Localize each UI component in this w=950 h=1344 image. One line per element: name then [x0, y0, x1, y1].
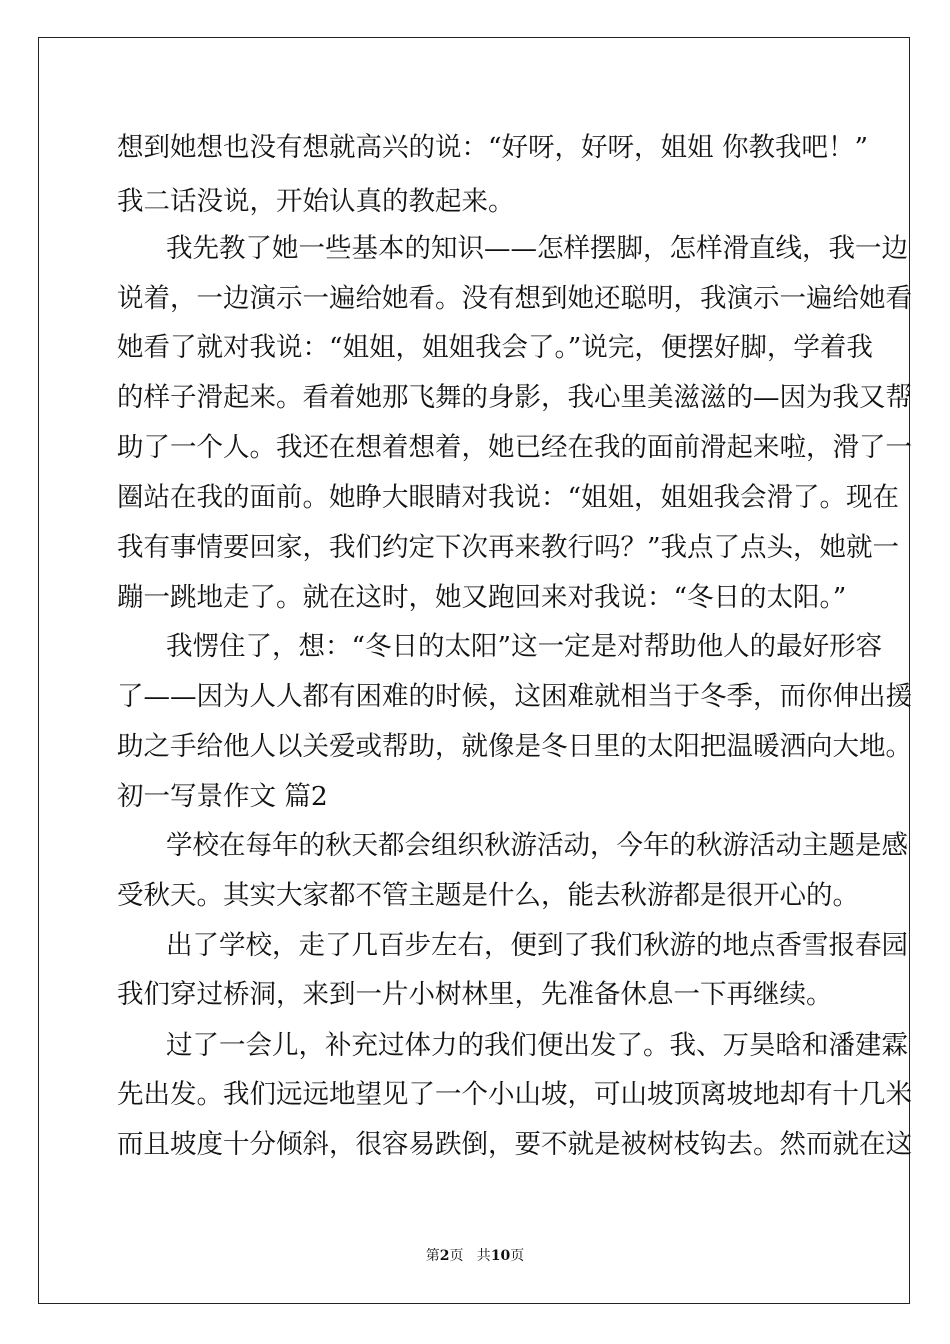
text-line: 我愣住了，想：“冬日的太阳”这一定是对帮助他人的最好形容 [166, 631, 883, 662]
text-line: 我们穿过桥洞，来到一片小树林里，先准备休息一下再继续。 [117, 979, 833, 1010]
text-line: 助了一个人。我还在想着想着，她已经在我的面前滑起来啦，滑了一 [117, 432, 912, 463]
text-line: 我有事情要回家，我们约定下次再来教行吗？”我点了点头，她就一 [117, 532, 900, 563]
text-line: 我二话没说，开始认真的教起来。 [117, 186, 515, 217]
text-line: 我先教了她一些基本的知识——怎样摆脚，怎样滑直线，我一边 [166, 233, 908, 264]
text-line: 蹦一跳地走了。就在这时，她又跑回来对我说：“冬日的太阳。” [117, 582, 847, 613]
page-total: 10 [490, 1248, 511, 1264]
text-line: 出了学校，走了几百步左右，便到了我们秋游的地点香雪报春园 [166, 930, 908, 961]
text-line: 助之手给他人以关爱或帮助，就像是冬日里的太阳把温暖洒向大地。 [117, 731, 912, 762]
text-line: 的样子滑起来。看着她那飞舞的身影，我心里美滋滋的—因为我又帮 [117, 382, 912, 413]
page-mid: 页 共 [449, 1248, 491, 1264]
text-line: 了——因为人人都有困难的时候，这困难就相当于冬季，而你伸出援 [117, 681, 912, 712]
text-line: 想到她想也没有想就高兴的说：“好呀，好呀，姐姐 你教我吧！” [117, 132, 869, 163]
text-line: 说着，一边演示一遍给她看。没有想到她还聪明，我演示一遍给她看 [117, 283, 912, 314]
page-suffix: 页 [510, 1248, 525, 1264]
page-current: 2 [439, 1248, 450, 1264]
text-line: 学校在每年的秋天都会组织秋游活动，今年的秋游活动主题是感 [166, 830, 908, 861]
text-line: 而且坡度十分倾斜，很容易跌倒，要不就是被树枝钩去。然而就在这 [117, 1129, 912, 1160]
section-heading: 初一写景作文 篇2 [117, 781, 328, 812]
text-line: 先出发。我们远远地望见了一个小山坡，可山坡顶离坡地却有十几米 [117, 1079, 912, 1110]
text-line: 她看了就对我说：“姐姐，姐姐我会了。”说完，便摆好脚，学着我 [117, 332, 873, 363]
page-footer [0, 1245, 950, 1265]
text-line: 过了一会儿，补充过体力的我们便出发了。我、万昊晗和潘建霖 [166, 1030, 908, 1061]
text-line: 圈站在我的面前。她睁大眼睛对我说：“姐姐，姐姐我会滑了。现在 [117, 482, 900, 513]
text-line: 受秋天。其实大家都不管主题是什么，能去秋游都是很开心的。 [117, 880, 859, 911]
page-prefix: 第 [425, 1248, 440, 1264]
